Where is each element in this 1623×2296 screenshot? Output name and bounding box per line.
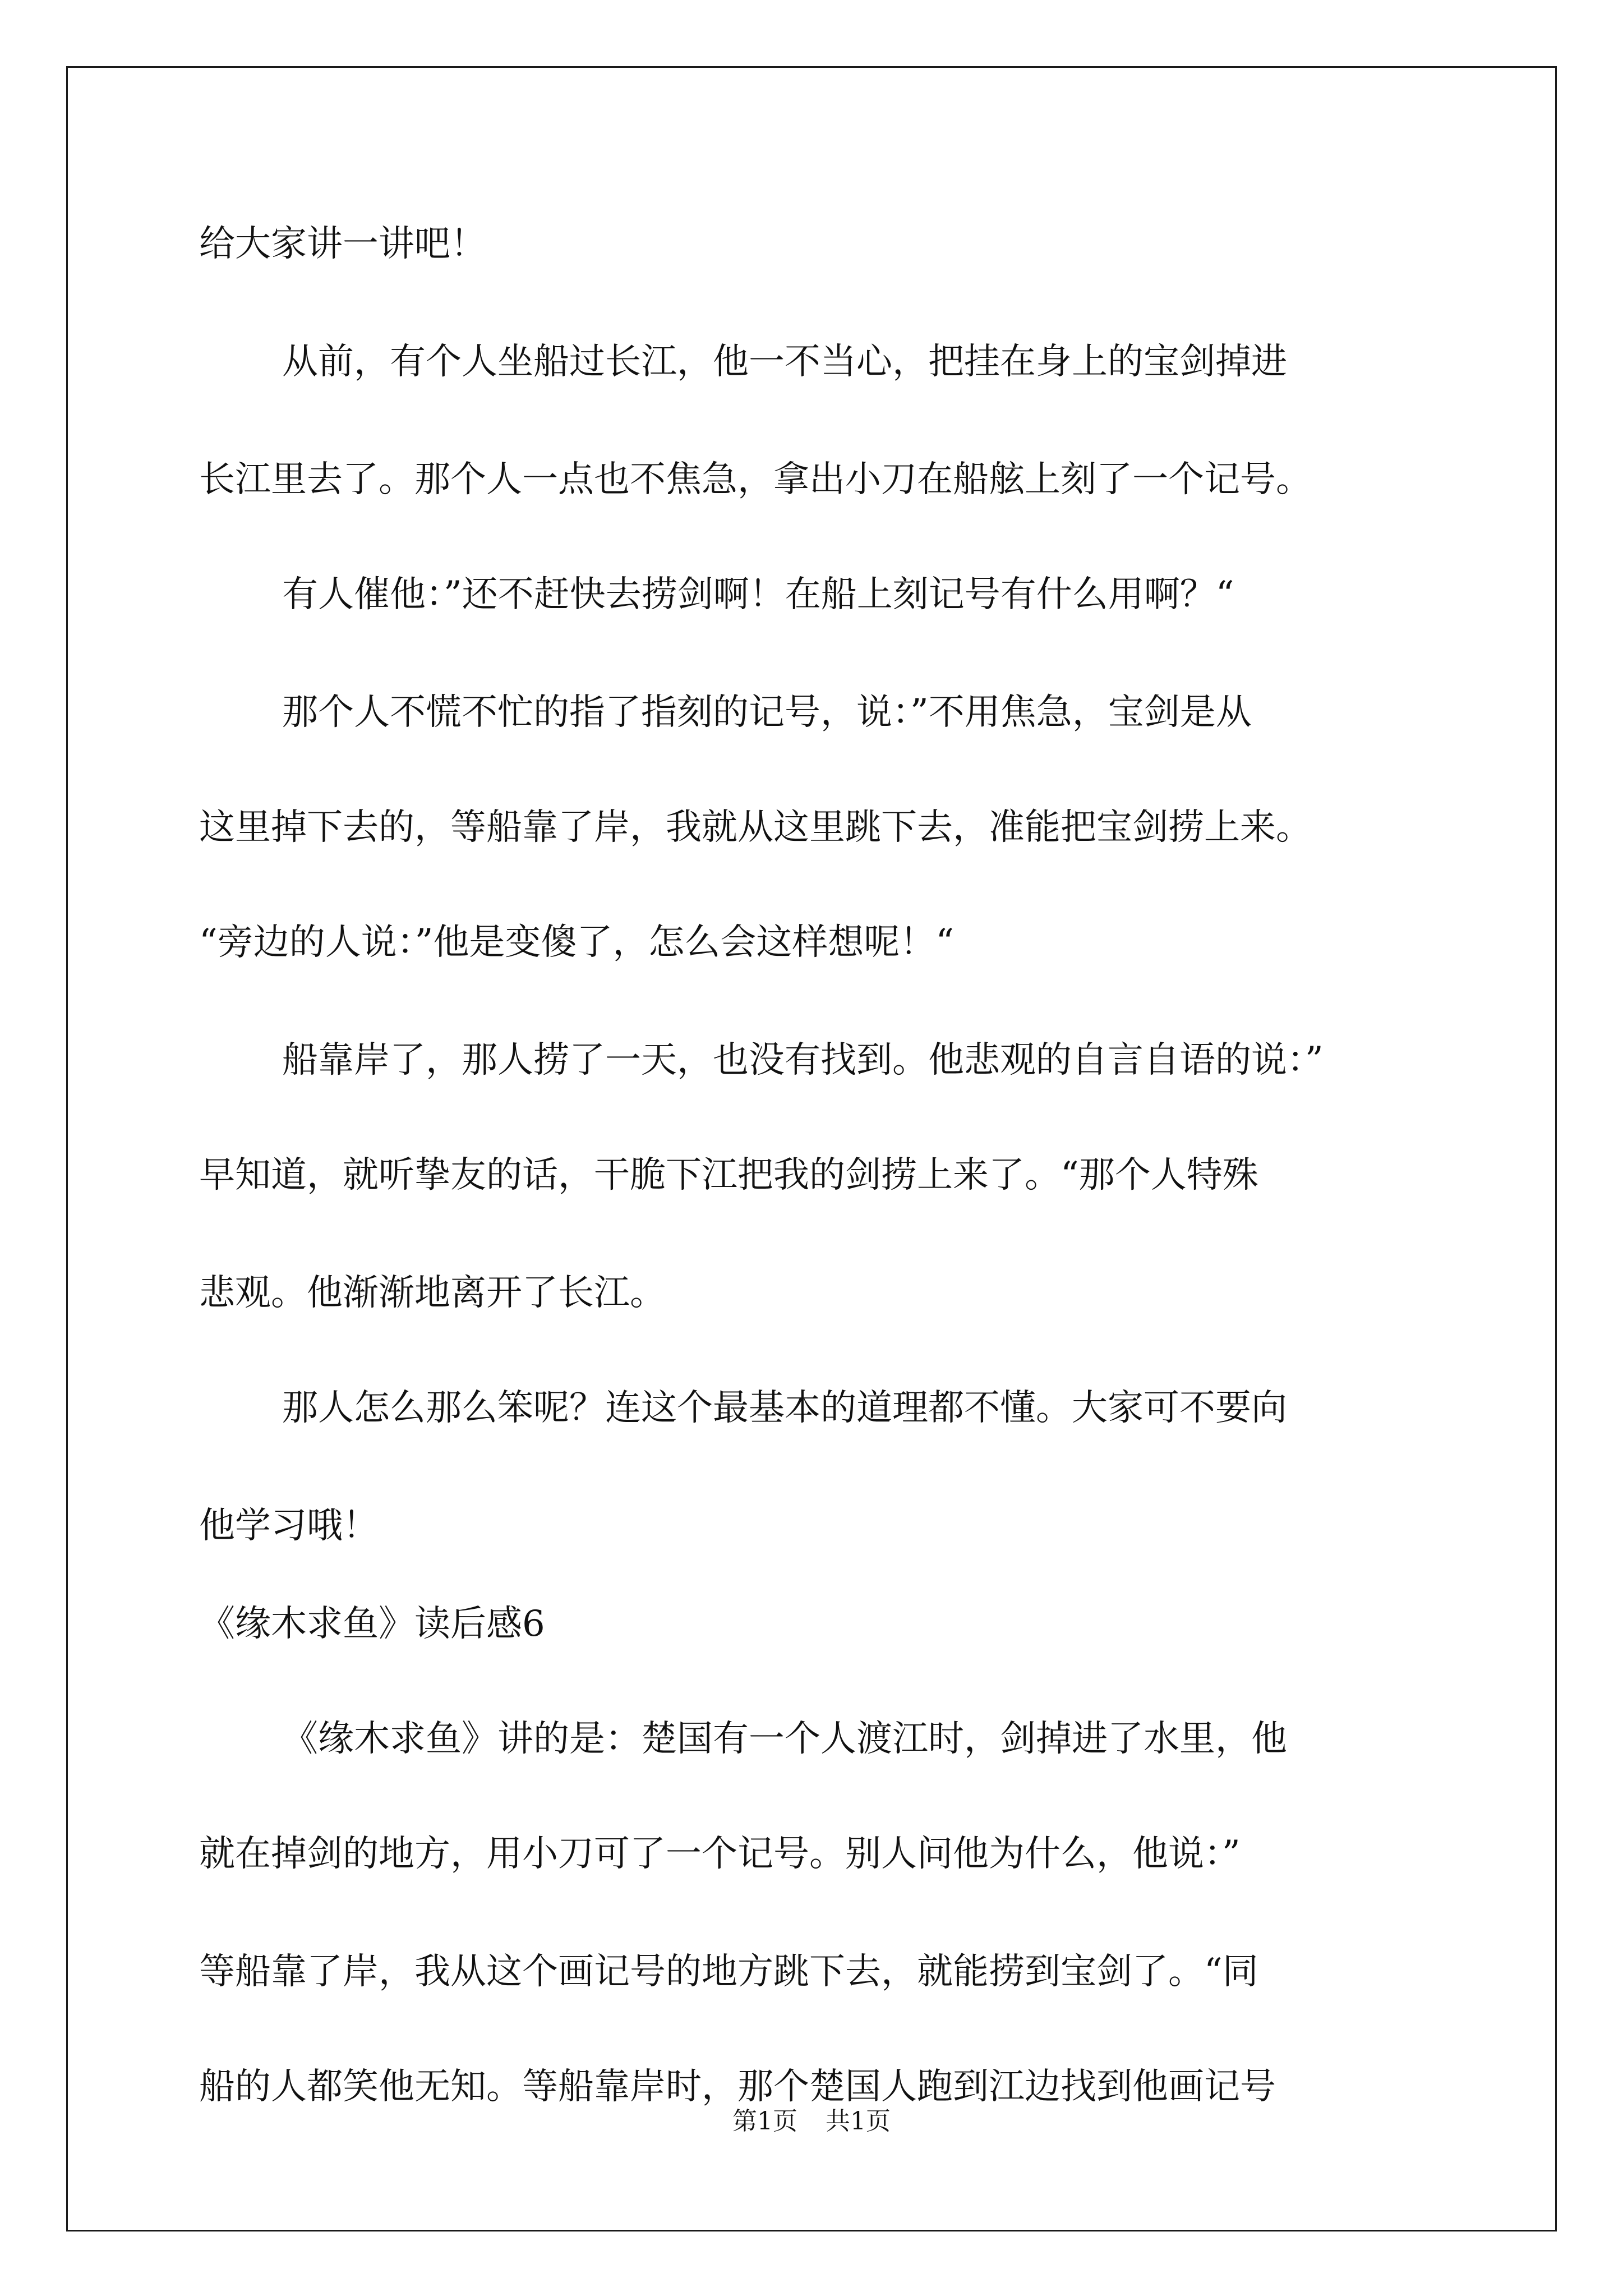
text-line: 这里掉下去的，等船靠了岸，我就从这里跳下去，准能把宝剑捞上来。 xyxy=(199,807,1312,848)
text-line: 悲观。他渐渐地离开了长江。 xyxy=(199,1272,666,1314)
section-heading: 《缘木求鱼》读后感6 xyxy=(199,1603,545,1645)
paragraph-start: 《缘木求鱼》讲的是：楚国有一个人渡江时，剑掉进了水里，他 xyxy=(282,1718,1287,1760)
text-line: 早知道，就听挚友的话，干脆下江把我的剑捞上来了。“那个人特殊 xyxy=(199,1154,1258,1196)
text-line: “旁边的人说：”他是变傻了，怎么会这样想呢！“ xyxy=(199,922,955,963)
text-line: 船的人都笑他无知。等船靠岸时，那个楚国人跑到江边找到他画记号 xyxy=(199,2066,1276,2108)
text-line: 等船靠了岸，我从这个画记号的地方跳下去，就能捞到宝剑了。“同 xyxy=(199,1951,1258,1993)
paragraph-start: 有人催他：”还不赶快去捞剑啊！在船上刻记号有什么用啊？“ xyxy=(282,574,1234,615)
text-line: 给大家讲一讲吧！ xyxy=(199,223,486,265)
text-line: 就在掉剑的地方，用小刀可了一个记号。别人问他为什么，他说：” xyxy=(199,1833,1241,1875)
page-footer xyxy=(0,2101,1623,2137)
page-total: 共1页 xyxy=(826,2107,891,2136)
paragraph-start: 从前，有个人坐船过长江，他一不当心，把挂在身上的宝剑掉进 xyxy=(282,341,1287,383)
text-line: 长江里去了。那个人一点也不焦急，拿出小刀在船舷上刻了一个记号。 xyxy=(199,459,1312,500)
paragraph-start: 那个人不慌不忙的指了指刻的记号，说：”不用焦急，宝剑是从 xyxy=(282,692,1252,733)
paragraph-start: 船靠岸了，那人捞了一天，也没有找到。他悲观的自言自语的说：” xyxy=(282,1039,1324,1081)
page-number: 第1页 xyxy=(732,2107,797,2136)
text-line: 他学习哦！ xyxy=(199,1505,379,1547)
paragraph-start: 那人怎么那么笨呢？连这个最基本的道理都不懂。大家可不要向 xyxy=(282,1387,1287,1429)
